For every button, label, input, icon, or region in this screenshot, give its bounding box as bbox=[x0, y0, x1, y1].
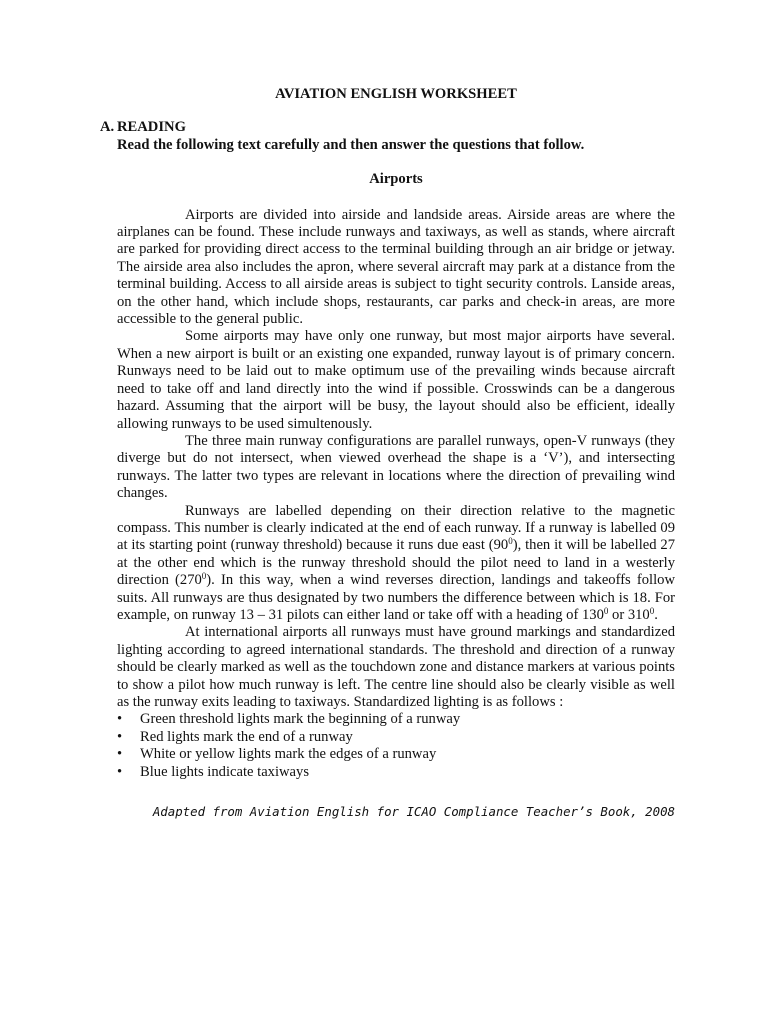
lighting-list bbox=[117, 711, 675, 781]
source-credit: Adapted from Aviation English for ICAO Compliance Teacher’s Book, 2008 bbox=[152, 804, 675, 820]
paragraph-runway-labels-seg4: or 310 bbox=[608, 606, 650, 623]
degree-superscript: 0 bbox=[508, 536, 513, 547]
section-heading-text: READING bbox=[117, 119, 186, 136]
paragraph-runway-labels-seg5: . bbox=[654, 606, 658, 623]
paragraph-markings-lighting: At international airports all runways must have ground markings and standardized lighting according to agreed international standards. The threshold and direction of a runway should be clearly marked as well as the touchdown zone and distance markers at various points to show a pilot how much runway is left. The centre line should also be clearly visible as well as the runway exits leading to taxiways. Standardized lighting is as follows : bbox=[117, 624, 675, 710]
paragraph-runway-labels-seg1: Runways are labelled depending on their direction relative to the magnetic compass. This number is clearly indicated at the end of each runway. If a runway is labelled 09 at its starting point (runway threshold) because it runs due east (90 bbox=[117, 502, 675, 554]
list-item bbox=[117, 729, 675, 746]
bullet-icon: • bbox=[117, 746, 123, 763]
paragraph-airside-landside: Airports are divided into airside and landside areas. Airside areas are where the airplanes can be found. These include runways and taxiways, as well as stands, where aircraft are parked for providing direct access to the terminal building through an air bridge or jetway. The airside area also includes the apron, where several aircraft may park at a distance from the terminal building. Access to all airside areas is subject to tight security controls. Lanside areas, on the other hand, which include shops, restaurants, car parks and check-in areas, are more accessible to the general public. bbox=[117, 206, 675, 328]
worksheet-content bbox=[100, 86, 675, 820]
worksheet-title: AVIATION ENGLISH WORKSHEET bbox=[275, 86, 517, 102]
degree-superscript: 0 bbox=[201, 571, 207, 582]
paragraph-runway-labels-seg2: ), then it will be labelled 27 at the other end which is the runway threshold should the pilot need to land in a westerly direction (270 bbox=[117, 537, 675, 589]
bullet-icon: • bbox=[117, 728, 123, 745]
article-title: Airports bbox=[369, 171, 423, 188]
degree-superscript: 0 bbox=[649, 605, 655, 616]
section-letter: A. bbox=[100, 119, 115, 136]
paragraph-runway-labels-seg3: ). In this way, when a wind reverses direction, landings and takeoffs follow suits. All runways are thus designated by two numbers the difference between which is 18. For example, on runway 13 – 31 pilots can either land or take off with a heading of 130 bbox=[117, 572, 675, 623]
list-item-text: Red lights mark the end of a runway bbox=[140, 728, 353, 745]
paragraph-runway-configurations: The three main runway configurations are parallel runways, open-V runways (they diverge but do not intersect, when viewed overhead the shape is a ‘V’), and intersecting runways. The latter two types are relevant in locations where the direction of prevailing wind changes. bbox=[117, 432, 675, 502]
paragraph-runway-layout: Some airports may have only one runway, but most major airports have several. When a new airport is built or an existing one expanded, runway layout is of primary concern. Runways need to be laid out to make optimum use of the prevailing winds because aircraft need to take off and land directly into the wind if possible. Crosswinds can be a dangerous hazard. Assuming that the airport will be busy, the layout should also be efficient, ideally allowing runways to be used simultenously. bbox=[117, 328, 675, 432]
bullet-icon: • bbox=[117, 711, 123, 728]
list-item bbox=[117, 711, 675, 728]
list-item bbox=[117, 764, 675, 781]
bullet-icon: • bbox=[117, 763, 123, 780]
paragraph-runway-labels bbox=[117, 503, 675, 625]
list-item-text: Green threshold lights mark the beginning of a runway bbox=[140, 711, 461, 728]
degree-superscript: 0 bbox=[603, 605, 609, 616]
list-item-text: White or yellow lights mark the edges of a runway bbox=[140, 746, 437, 763]
section-instruction: Read the following text carefully and then answer the questions that follow. bbox=[117, 136, 585, 153]
list-item bbox=[117, 746, 675, 763]
list-item-text: Blue lights indicate taxiways bbox=[140, 763, 310, 780]
section-heading bbox=[100, 119, 675, 136]
